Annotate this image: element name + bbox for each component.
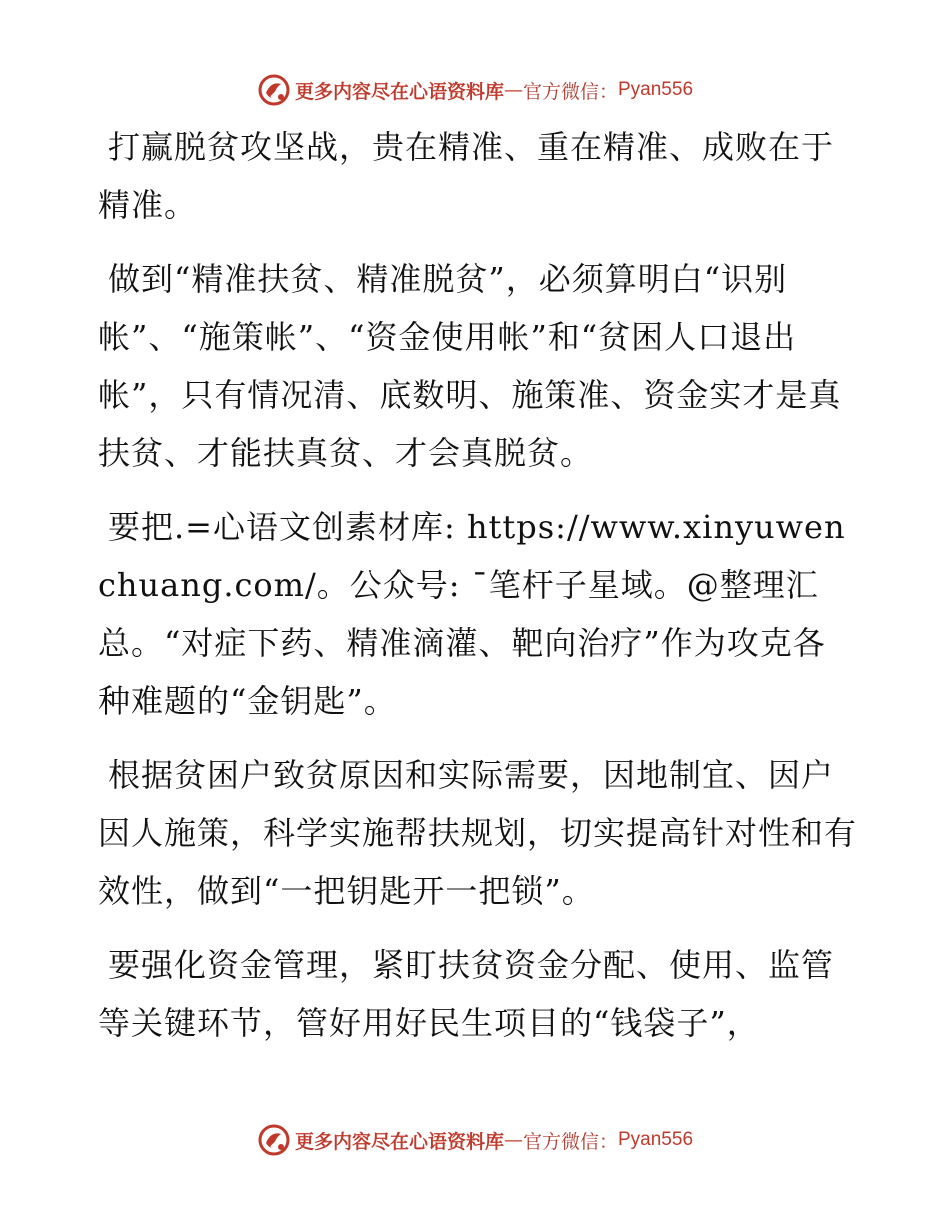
swirl-logo-icon: [257, 73, 291, 107]
header-wechat-label: 官方微信：: [522, 80, 618, 103]
header-banner: [0, 68, 950, 112]
paragraph-2-text: 做到“精准扶贫、精准脱贫”，必须算明白“识别帐”、“施策帐”、“资金使用帐”和“贫困人口退出帐”，只有情况清、底数明、施策准、资金实才是真扶贫、才能扶真贫、才会真脱贫。: [98, 260, 842, 472]
footer-wechat-label: 官方微信：: [522, 1130, 618, 1153]
paragraph-1: [98, 118, 858, 234]
paragraph-3: [98, 498, 858, 730]
swirl-logo-icon: [257, 1123, 291, 1157]
header-wechat-id: Pyan556: [618, 79, 694, 100]
document-body: [98, 118, 858, 1068]
paragraph-3-text: 要把.=心语文创素材库: https://www.xinyuwenchuang.com/。公众号: ¯笔杆子星域。@整理汇总。“对症下药、精准滴灌、靶向治疗”作为攻克各种难题的“金钥匙”。: [98, 508, 846, 720]
footer-wechat-id: Pyan556: [618, 1129, 694, 1150]
footer-banner-text: 更多内容尽在心语资料库: [294, 1130, 504, 1153]
paragraph-4: [98, 746, 858, 920]
paragraph-5-text: 要强化资金管理，紧盯扶贫资金分配、使用、监管等关键环节，管好用好民生项目的“钱袋子”，: [98, 946, 835, 1042]
footer-banner-separator: —: [503, 1129, 523, 1151]
paragraph-1-text: 打赢脱贫攻坚战，贵在精准、重在精准、成败在于精准。: [98, 128, 835, 224]
header-banner-separator: —: [503, 79, 523, 101]
paragraph-5: [98, 936, 858, 1052]
paragraph-2: [98, 250, 858, 482]
header-banner-text: 更多内容尽在心语资料库: [294, 80, 504, 103]
paragraph-4-text: 根据贫困户致贫原因和实际需要，因地制宜、因户因人施策，科学实施帮扶规划，切实提高针对性和有效性，做到“一把钥匙开一把锁”。: [98, 756, 858, 910]
footer-banner: [0, 1118, 950, 1162]
